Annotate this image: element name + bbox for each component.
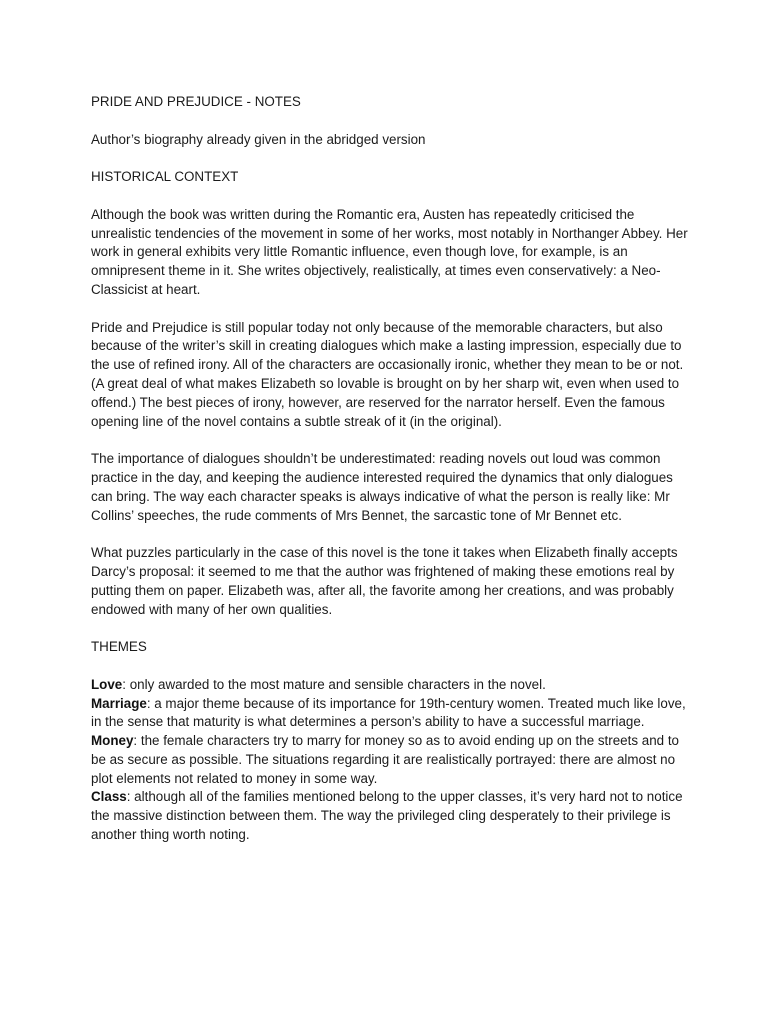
- theme-description: : only awarded to the most mature and sensible characters in the novel.: [122, 676, 546, 692]
- theme-love: [91, 676, 691, 695]
- document-title: PRIDE AND PREJUDICE - NOTES: [91, 94, 301, 109]
- theme-marriage: [91, 695, 691, 733]
- theme-term: Class: [91, 789, 127, 805]
- intro-note: Author’s biography already given in the abridged version: [91, 131, 426, 147]
- theme-term: Marriage: [91, 695, 147, 711]
- theme-money: [91, 732, 691, 788]
- historical-paragraph-1: Although the book was written during the Romantic era, Austen has repeatedly criticised the unrealistic tendencies of the movement in some of her works, most notably in Northanger Abbey. Her work in general exhibits very little Romantic influence, even though love, for example, is an omnipresent theme in it. She writes objectively, realistically, at times even conservatively: a Neo-Classicist at heart.: [91, 206, 688, 297]
- document-body: [91, 93, 691, 845]
- theme-term: Money: [91, 733, 134, 749]
- theme-class: [91, 788, 691, 844]
- theme-term: Love: [91, 676, 123, 692]
- historical-paragraph-4: What puzzles particularly in the case of this novel is the tone it takes when Elizabeth finally accepts Darcy’s proposal: it seemed to me that the author was frightened of making these emotions real by putting them on paper. Elizabeth was, after all, the favorite among her creations, and was probably endowed with many of her own qualities.: [91, 545, 678, 617]
- historical-paragraph-2: Pride and Prejudice is still popular today not only because of the memorable characters, but also because of the writer’s skill in creating dialogues which make a lasting impression, especially due to the use of refined irony. All of the characters are occasionally ironic, whether they mean to be or not. (A great deal of what makes Elizabeth so lovable is brought on by her sharp wit, even when used to offend.) The best pieces of irony, however, are reserved for the narrator herself. Even the famous opening line of the novel contains a subtle streak of it (in the original).: [91, 319, 684, 429]
- theme-description: : the female characters try to marry for money so as to avoid ending up on the streets and to be as secure as possible. The situations regarding it are realistically portrayed: there are almost no plot elements not related to money in some way.: [91, 733, 679, 786]
- theme-description: : a major theme because of its importance for 19th-century women. Treated much like love, in the sense that maturity is what determines a person’s ability to have a successful marriage.: [91, 695, 686, 730]
- theme-description: : although all of the families mentioned belong to the upper classes, it’s very hard not to notice the massive distinction between them. The way the privileged cling desperately to their privilege is another thing worth noting.: [91, 789, 683, 843]
- themes-heading: THEMES: [91, 639, 147, 655]
- historical-context-heading: HISTORICAL CONTEXT: [91, 169, 239, 185]
- historical-paragraph-3: The importance of dialogues shouldn’t be underestimated: reading novels out loud was common practice in the day, and keeping the audience interested required the dynamics that only dialogues can bring. The way each character speaks is always indicative of what the person is really like: Mr Collins’ speeches, the rude comments of Mrs Bennet, the sarcastic tone of Mr Bennet etc.: [91, 451, 673, 523]
